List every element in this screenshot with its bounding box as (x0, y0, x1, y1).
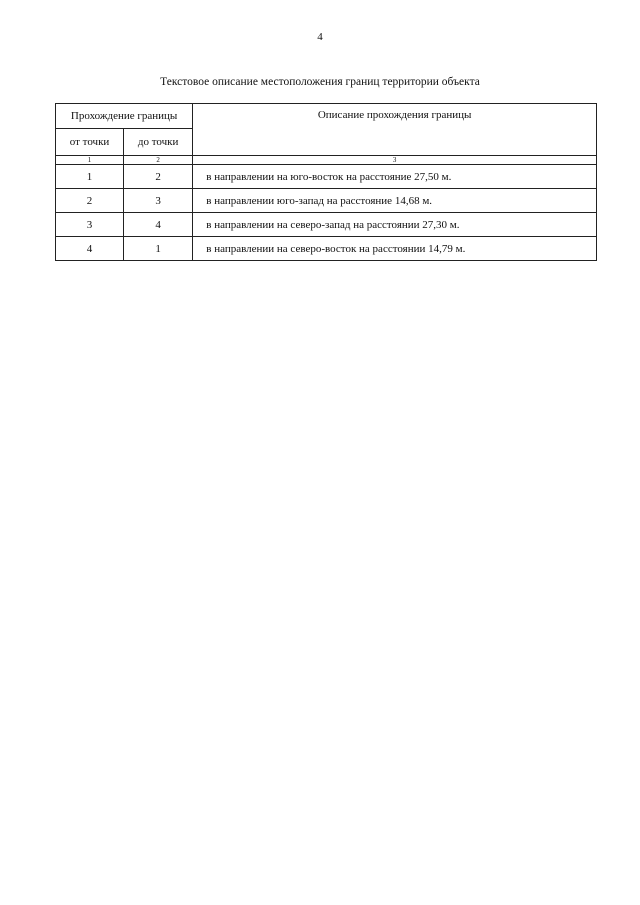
table-row (56, 237, 597, 261)
table-header-row (56, 104, 597, 129)
from-point-cell: 1 (56, 165, 124, 189)
table-row (56, 189, 597, 213)
description-cell: в направлении на северо-восток на расстоянии 14,79 м. (193, 237, 597, 261)
table-row (56, 165, 597, 189)
page-number: 4 (317, 31, 323, 43)
from-point-cell: 2 (56, 189, 124, 213)
to-point-cell: 4 (124, 213, 193, 237)
from-point-cell: 4 (56, 237, 124, 261)
description-cell: в направлении на юго-восток на расстояние 27,50 м. (193, 165, 597, 189)
to-point-cell: 3 (124, 189, 193, 213)
to-point-cell: 2 (124, 165, 193, 189)
document-title: Текстовое описание местоположения границ территории объекта (160, 76, 480, 88)
column-number: 3 (193, 156, 597, 165)
column-number-row (56, 156, 597, 165)
description-cell: в направлении на северо-запад на расстоянии 27,30 м. (193, 213, 597, 237)
to-point-cell: 1 (124, 237, 193, 261)
header-description: Описание прохождения границы (193, 104, 597, 156)
header-from-point: от точки (56, 129, 124, 156)
table-row (56, 213, 597, 237)
column-number: 1 (56, 156, 124, 165)
description-cell: в направлении юго-запад на расстояние 14,68 м. (193, 189, 597, 213)
header-to-point: до точки (124, 129, 193, 156)
column-number: 2 (124, 156, 193, 165)
from-point-cell: 3 (56, 213, 124, 237)
boundary-description-table (55, 103, 597, 261)
header-boundary-passage: Прохождение границы (56, 104, 193, 129)
